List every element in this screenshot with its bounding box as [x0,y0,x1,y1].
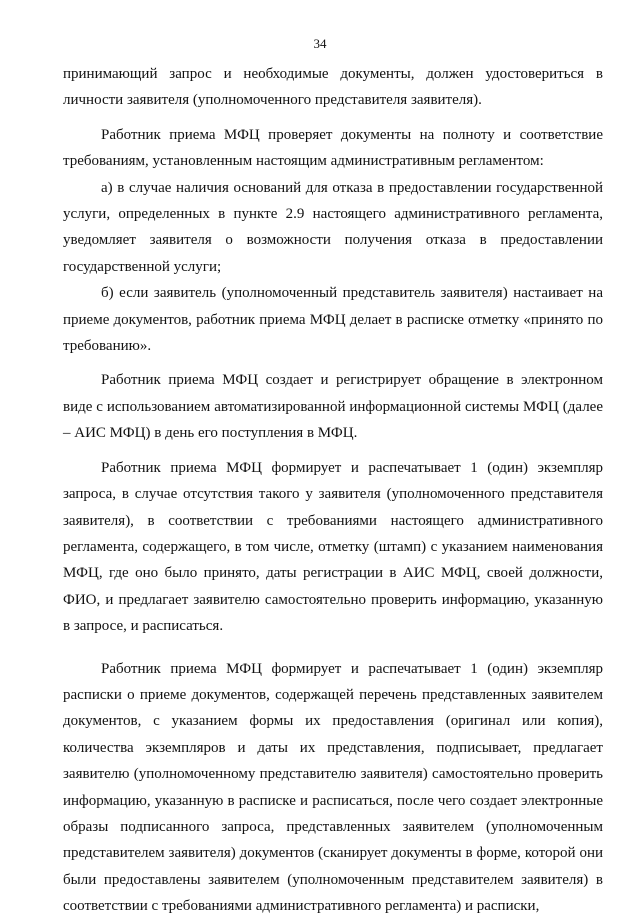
paragraph-item-a: а) в случае наличия оснований для отказа в предоставлении государственной услуги, определенных в пункте 2.9 настоящего административного регламента, уведомляет заявителя о возможности получения отказа в предоставлении государственной услуги; [63,179,603,275]
page-number: 34 [313,36,327,51]
paragraph-item-b: б) если заявитель (уполномоченный представитель заявителя) настаивает на приеме документов, работник приема МФЦ делает в расписке отметку «принято по требованию». [63,285,603,355]
document-body [63,61,603,920]
paragraph-request-print: Работник приема МФЦ формирует и распечатывает 1 (один) экземпляр запроса, в случае отсутствия такого у заявителя (уполномоченного представителя заявителя), в соответствии с требованиями настоящего административного регламента, содержащего, в том числе, отметку (штамп) с указанием наименования МФЦ, где оно было принято, даты регистрации в АИС МФЦ, своей должности, ФИО, и предлагает заявителю самостоятельно проверить информацию, указанную в запросе, и расписаться. [63,459,603,635]
paragraph-continuation: принимающий запрос и необходимые документы, должен удостовериться в личности заявителя (уполномоченного представителя заявителя). [63,66,603,109]
paragraph-registration: Работник приема МФЦ создает и регистрирует обращение в электронном виде с использованием автоматизированной информационной системы МФЦ (далее – АИС МФЦ) в день его поступления в МФЦ. [63,372,603,442]
paragraph-document-check: Работник приема МФЦ проверяет документы на полноту и соответствие требованиям, установленным настоящим административным регламентом: [63,126,603,170]
paragraph-receipt-print: Работник приема МФЦ формирует и распечатывает 1 (один) экземпляр расписки о приеме документов, содержащей перечень представленных заявителем документов, с указанием формы их предоставления (оригинал или копия), количества экземпляров и даты их представления, подписывает, предлагает заявителю (уполномоченному представителю заявителя) самостоятельно проверить информацию, указанную в расписке и расписаться, после чего создает электронные образы подписанного запроса, представленных заявителем (уполномоченным представителем заявителя) документов (сканирует документы в форме, которой они были предоставлены заявителем (уполномоченным представителем заявителя) в соответствии с требованиями административного регламента) и расписки, [63,660,603,915]
